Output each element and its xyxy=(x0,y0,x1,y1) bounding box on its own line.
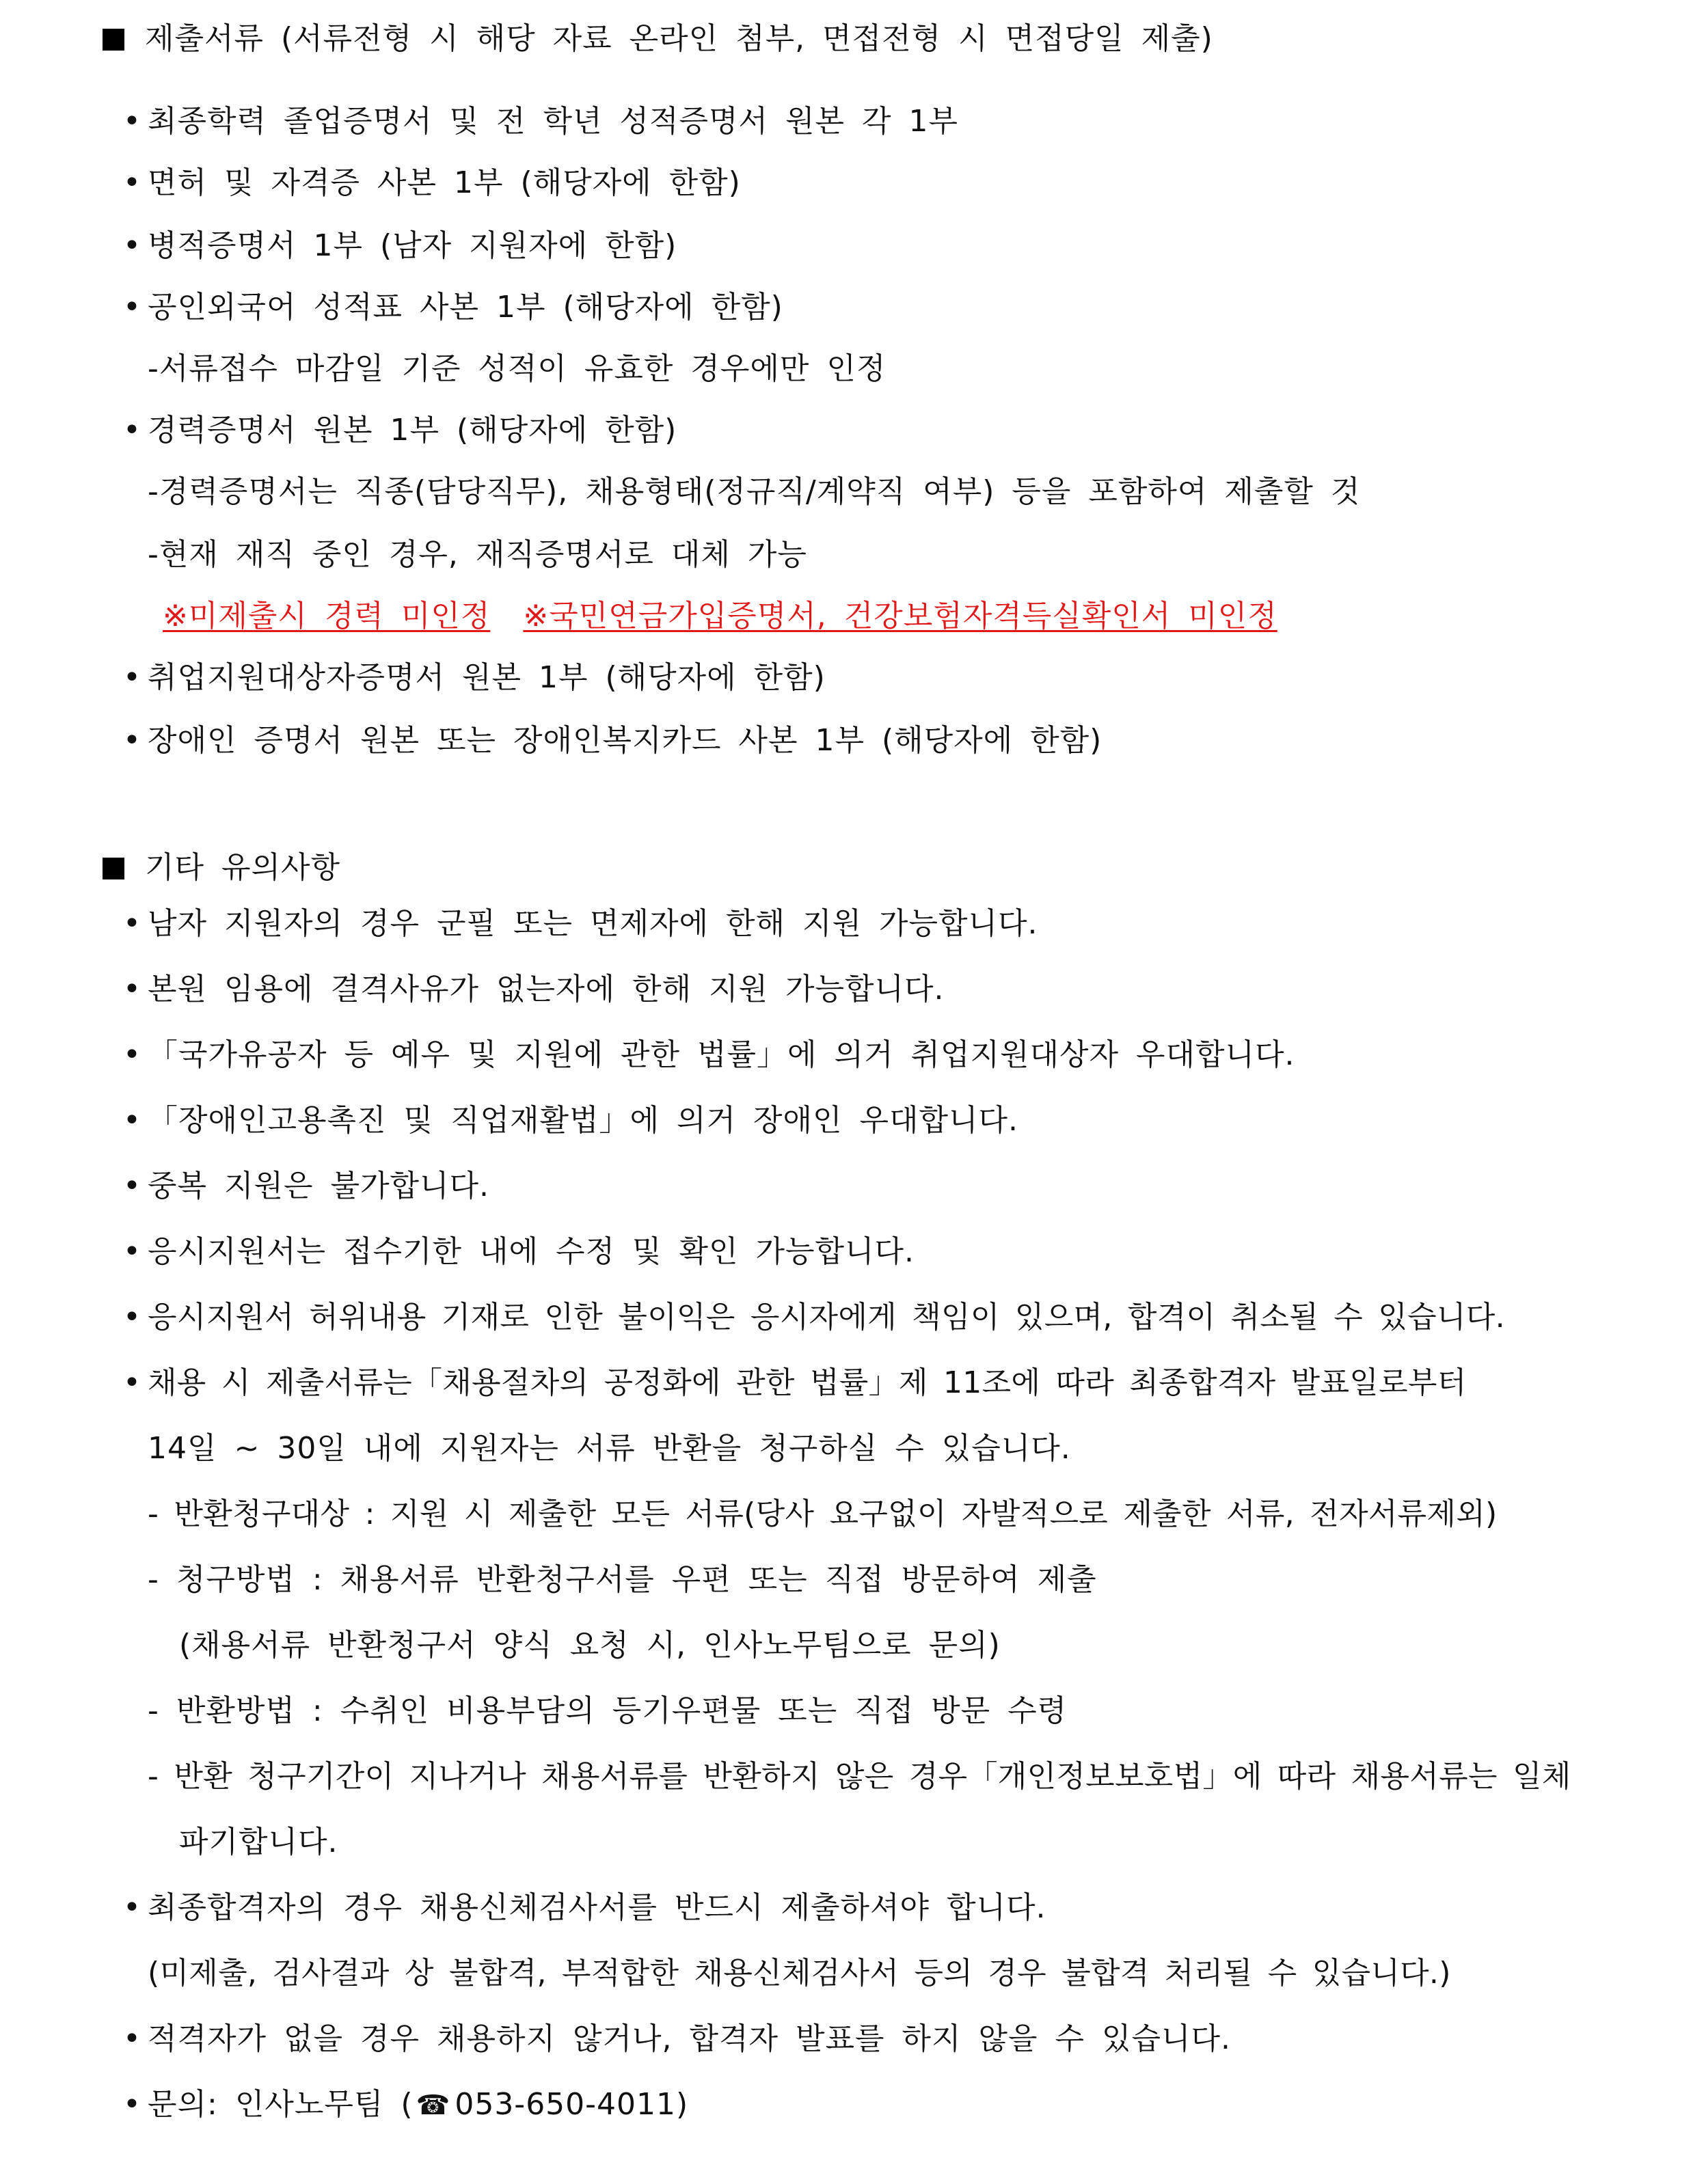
list-subitem: - 반환청구대상 : 지원 시 제출한 모든 서류(당사 요구없이 자발적으로 제출한 서류, 전자서류제외) xyxy=(148,1497,1498,1531)
bullet-icon: • xyxy=(123,165,141,200)
section1-heading xyxy=(103,18,1213,59)
square-bullet-icon xyxy=(103,29,124,51)
notice-career-not-recognized: ※미제출시 경력 미인정 xyxy=(163,599,491,633)
list-item: 남자 지원자의 경우 군필 또는 면제자에 한해 지원 가능합니다. xyxy=(148,906,1038,941)
list-item: 최종합격자의 경우 채용신체검사서를 반드시 제출하셔야 합니다. xyxy=(148,1890,1046,1925)
bullet-icon: • xyxy=(123,104,141,139)
list-item: 면허 및 자격증 사본 1부 (해당자에 한함) xyxy=(148,165,741,200)
bullet-icon: • xyxy=(123,1234,141,1269)
list-subitem: -경력증명서는 직종(담당직무), 채용형태(정규직/계약직 여부) 등을 포함하여 제출할 것 xyxy=(148,474,1361,509)
section2-heading-text: 기타 유의사항 xyxy=(145,850,341,885)
list-item: 경력증명서 원본 1부 (해당자에 한함) xyxy=(148,413,677,448)
bullet-icon: • xyxy=(123,906,141,941)
list-item-continuation: (미제출, 검사결과 상 불합격, 부적합한 채용신체검사서 등의 경우 불합격 처리될 수 있습니다.) xyxy=(148,1956,1451,1991)
list-subitem: - 반환 청구기간이 지나거나 채용서류를 반환하지 않은 경우「개인정보보호법」에 따라 채용서류는 일체 xyxy=(148,1759,1571,1794)
list-subitem-continuation: (채용서류 반환청구서 양식 요청 시, 인사노무팀으로 문의) xyxy=(179,1628,1001,1663)
list-item: 최종학력 졸업증명서 및 전 학년 성적증명서 원본 각 1부 xyxy=(148,104,958,139)
red-notice xyxy=(163,596,1277,637)
bullet-icon: • xyxy=(123,228,141,263)
bullet-icon: • xyxy=(123,290,141,325)
bullet-icon: • xyxy=(123,1103,141,1138)
bullet-icon: • xyxy=(123,972,141,1007)
contact-label: 문의: 인사노무팀 ( xyxy=(148,2087,414,2122)
list-item: 「국가유공자 등 예우 및 지원에 관한 법률」에 의거 취업지원대상자 우대합니다. xyxy=(148,1037,1295,1072)
list-item-continuation: 14일 ~ 30일 내에 지원자는 서류 반환을 청구하실 수 있습니다. xyxy=(148,1431,1071,1466)
list-item: 장애인 증명서 원본 또는 장애인복지카드 사본 1부 (해당자에 한함) xyxy=(148,723,1102,758)
list-subitem: -서류접수 마감일 기준 성적이 유효한 경우에만 인정 xyxy=(148,351,887,386)
list-item: 응시지원서 허위내용 기재로 인한 불이익은 응시자에게 책임이 있으며, 합격이 취소될 수 있습니다. xyxy=(148,1300,1505,1335)
bullet-icon: • xyxy=(123,1365,141,1400)
list-item: 적격자가 없을 경우 채용하지 않거나, 합격자 발표를 하지 않을 수 있습니다. xyxy=(148,2021,1231,2056)
bullet-icon: • xyxy=(123,723,141,758)
list-subitem-continuation: 파기합니다. xyxy=(179,1825,338,1859)
bullet-icon: • xyxy=(123,2021,141,2056)
list-item: 채용 시 제출서류는「채용절차의 공정화에 관한 법률」제 11조에 따라 최종합격자 발표일로부터 xyxy=(148,1365,1467,1400)
list-item: 병적증명서 1부 (남자 지원자에 한함) xyxy=(148,228,677,263)
section2-heading xyxy=(103,847,340,888)
bullet-icon: • xyxy=(123,2087,141,2122)
list-item: 본원 임용에 결격사유가 없는자에 한해 지원 가능합니다. xyxy=(148,972,945,1007)
list-subitem: -현재 재직 중인 경우, 재직증명서로 대체 가능 xyxy=(148,537,807,572)
contact-phone: 053-650-4011) xyxy=(455,2087,689,2122)
section1-heading-text: 제출서류 (서류전형 시 해당 자료 온라인 첨부, 면접전형 시 면접당일 제출) xyxy=(145,21,1213,56)
list-subitem: - 청구방법 : 채용서류 반환청구서를 우편 또는 직접 방문하여 제출 xyxy=(148,1562,1097,1597)
bullet-icon: • xyxy=(123,1037,141,1072)
bullet-icon: • xyxy=(123,1300,141,1335)
list-item: 응시지원서는 접수기한 내에 수정 및 확인 가능합니다. xyxy=(148,1234,915,1269)
list-item: 취업지원대상자증명서 원본 1부 (해당자에 한함) xyxy=(148,660,826,695)
list-item: 중복 지원은 불가합니다. xyxy=(148,1169,489,1203)
phone-icon: ☎ xyxy=(416,2090,451,2121)
list-item: 「장애인고용촉진 및 직업재활법」에 의거 장애인 우대합니다. xyxy=(148,1103,1019,1138)
bullet-icon: • xyxy=(123,1890,141,1925)
bullet-icon: • xyxy=(123,413,141,448)
list-subitem: - 반환방법 : 수취인 비용부담의 등기우편물 또는 직접 방문 수령 xyxy=(148,1693,1068,1728)
list-item: 공인외국어 성적표 사본 1부 (해당자에 한함) xyxy=(148,290,783,325)
notice-insurance-not-recognized: ※국민연금가입증명서, 건강보험자격득실확인서 미인정 xyxy=(523,599,1277,633)
contact-line xyxy=(148,2084,688,2126)
square-bullet-icon xyxy=(103,858,124,879)
bullet-icon: • xyxy=(123,660,141,695)
bullet-icon: • xyxy=(123,1169,141,1203)
